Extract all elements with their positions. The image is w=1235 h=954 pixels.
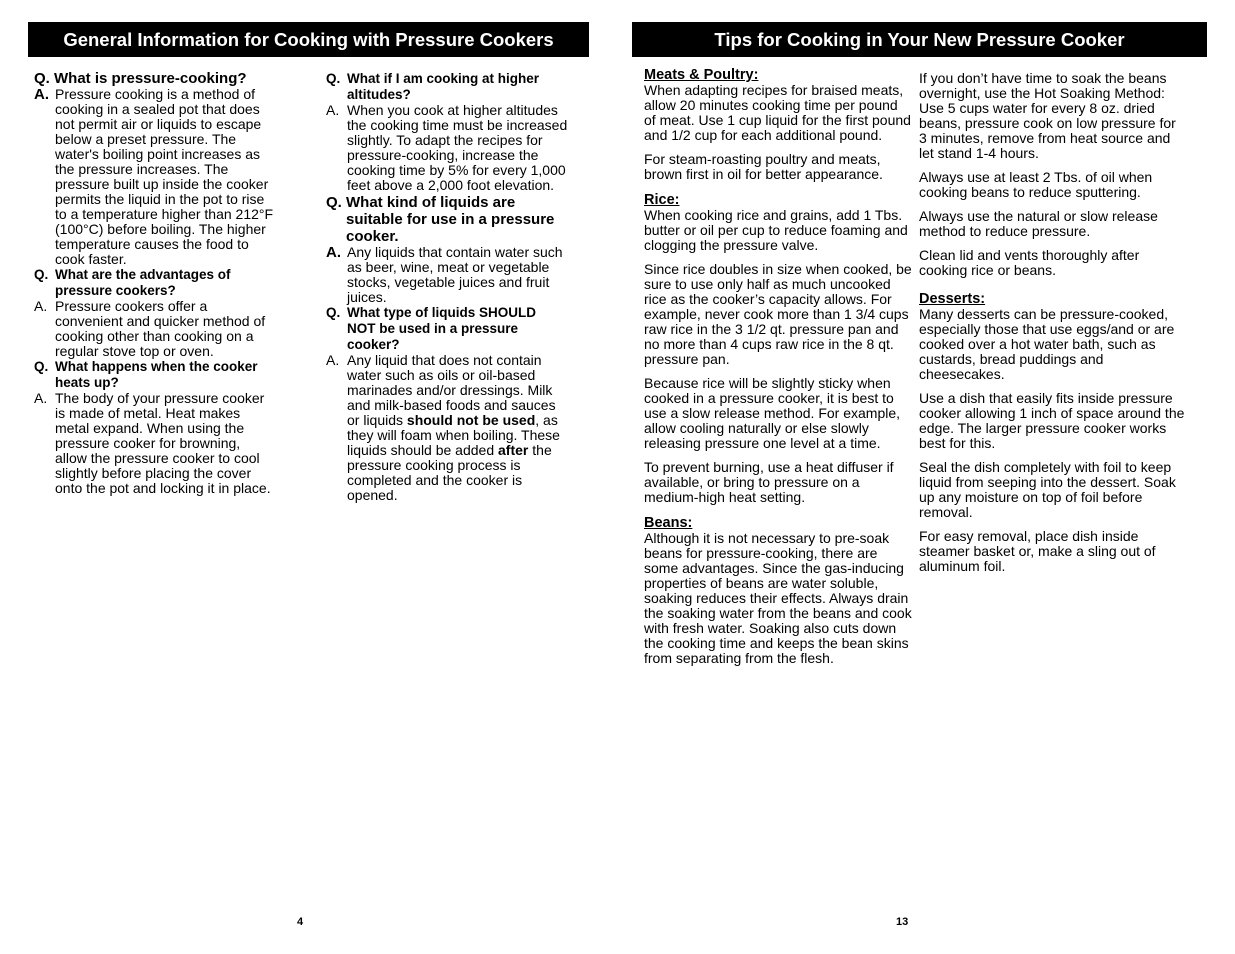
- answer-advantages: A. Pressure cookers offer a convenient and quicker method of cooking other than cooking on a regular stove top or oven.: [34, 298, 266, 359]
- page-number-left: 4: [297, 916, 304, 928]
- beans-tip-paragraph: Clean lid and vents thoroughly after cooking rice or beans.: [919, 247, 1140, 278]
- meats-poultry-heading: Meats & Poultry:: [644, 67, 759, 83]
- desserts-paragraph: Seal the dish completely with foil to keep liquid from seeping into the dessert. Soak up any moisture on top of foil before removal.: [919, 459, 1176, 520]
- left-column-2: [326, 71, 568, 503]
- rice-paragraph: Since rice doubles in size when cooked, be sure to use only half as much uncooked rice as the cooker’s capacity allows. For example, never cook more than 1 3/4 cups raw rice in the 3 1/2 qt. pressure pan and no more than 4 cups raw rice in the 8 qt. pressure pan.: [644, 261, 912, 367]
- beans-tip-paragraph: If you don’t have time to soak the beans overnight, use the Hot Soaking Method: Use 5 cups water for every 8 oz. dried beans, pressure cook on low pressure for 3 minutes, remove from heat source and let stand 1-4 hours.: [919, 70, 1176, 161]
- desserts-paragraph: For easy removal, place dish inside steamer basket or, make a sling out of aluminum foil.: [919, 528, 1156, 574]
- desserts-paragraph: Many desserts can be pressure-cooked, especially those that use eggs/and or are cooked over a hot water bath, such as custards, bread puddings and cheesecakes.: [919, 306, 1175, 382]
- question-suitable-liquids: Q. What kind of liquids are suitable for use in a pressure cooker.: [326, 194, 555, 245]
- beans-heading: Beans:: [644, 515, 693, 531]
- rice-paragraph: To prevent burning, use a heat diffuser if available, or bring to pressure on a medium-high heat setting.: [644, 459, 894, 505]
- question-altitudes: Q. What if I am cooking at higher altitudes?: [326, 71, 540, 102]
- desserts-heading: Desserts:: [919, 291, 986, 307]
- answer-pressure-cooking: A. Pressure cooking is a method of cooking in a sealed pot that does not permit air or liquids to escape below a preset pressure. The water's boiling point increases as the pressure increases. The pressure built up inside the cooker permits the liquid in the pot to rise to a temperature higher than 212°F (100°C) before boiling. The higher temperature causes the food to cook faster.: [34, 86, 274, 267]
- meats-paragraph: When adapting recipes for braised meats, allow 20 minutes cooking time per pound of meat. Use 1 cup liquid for the first pound and 1/2 cup for each additional pound.: [644, 82, 911, 143]
- left-page-header: General Information for Cooking with Pressure Cookers: [28, 22, 589, 57]
- left-column-1: [34, 70, 274, 496]
- rice-paragraph: Because rice will be slightly sticky when cooked in a pressure cooker, it is best to use a slow release method. For example, allow cooling naturally or else slowly releasing pressure one level at a time.: [644, 375, 901, 451]
- question-heats-up: Q. What happens when the cooker heats up?: [34, 359, 258, 390]
- question-liquids-not-used: Q. What type of liquids SHOULD NOT be used in a pressure cooker?: [326, 305, 536, 352]
- right-column-1: [644, 68, 912, 675]
- rice-heading: Rice:: [644, 192, 680, 208]
- right-column-2: [919, 71, 1185, 583]
- meats-paragraph: For steam-roasting poultry and meats, brown first in oil for better appearance.: [644, 151, 883, 182]
- answer-heats-up: A. The body of your pressure cooker is made of metal. Heat makes metal expand. When using the pressure cooker for browning, allow the pressure cooker to cool slightly before placing the cover onto the pot and locking it in place.: [34, 390, 271, 496]
- page-number-right: 13: [896, 916, 909, 928]
- beans-tip-paragraph: Always use the natural or slow release method to reduce pressure.: [919, 208, 1158, 239]
- right-page-header: Tips for Cooking in Your New Pressure Cooker: [632, 22, 1207, 57]
- beans-paragraph: Although it is not necessary to pre-soak beans for pressure-cooking, there are some advantages. Since the gas-inducing properties of beans are water soluble, soaking reduces their effects. Always drain the soaking water from the beans and cook with fresh water. Soaking also cuts down the cooking time and keeps the bean skins from separating from the flesh.: [644, 530, 912, 666]
- answer-liquids-not-used: A. Any liquid that does not contain water such as oils or oil-based marinades and/or dressings. Milk and milk-based foods and sauces or liquids should not be used, as they will foam when boiling. These liquids should be added after the pressure cooking process is completed and the cooker is opened.: [326, 352, 560, 503]
- rice-paragraph: When cooking rice and grains, add 1 Tbs. butter or oil per cup to reduce foaming and clogging the pressure valve.: [644, 207, 908, 253]
- question-what-is-pressure-cooking: Q. What is pressure-cooking?: [34, 70, 247, 87]
- answer-altitudes: A. When you cook at higher altitudes the cooking time must be increased slightly. To adapt the recipes for pressure-cooking, increase the cooking time by 5% for every 1,000 feet above a 2,000 foot elevation.: [326, 102, 568, 193]
- answer-suitable-liquids: A. Any liquids that contain water such as beer, wine, meat or vegetable stocks, vegetable juices and fruit juices.: [326, 244, 563, 305]
- desserts-paragraph: Use a dish that easily fits inside pressure cooker allowing 1 inch of space around the edge. The larger pressure cooker works best for this.: [919, 390, 1185, 451]
- question-advantages: Q. What are the advantages of pressure cookers?: [34, 267, 231, 298]
- beans-tip-paragraph: Always use at least 2 Tbs. of oil when cooking beans to reduce sputtering.: [919, 169, 1153, 200]
